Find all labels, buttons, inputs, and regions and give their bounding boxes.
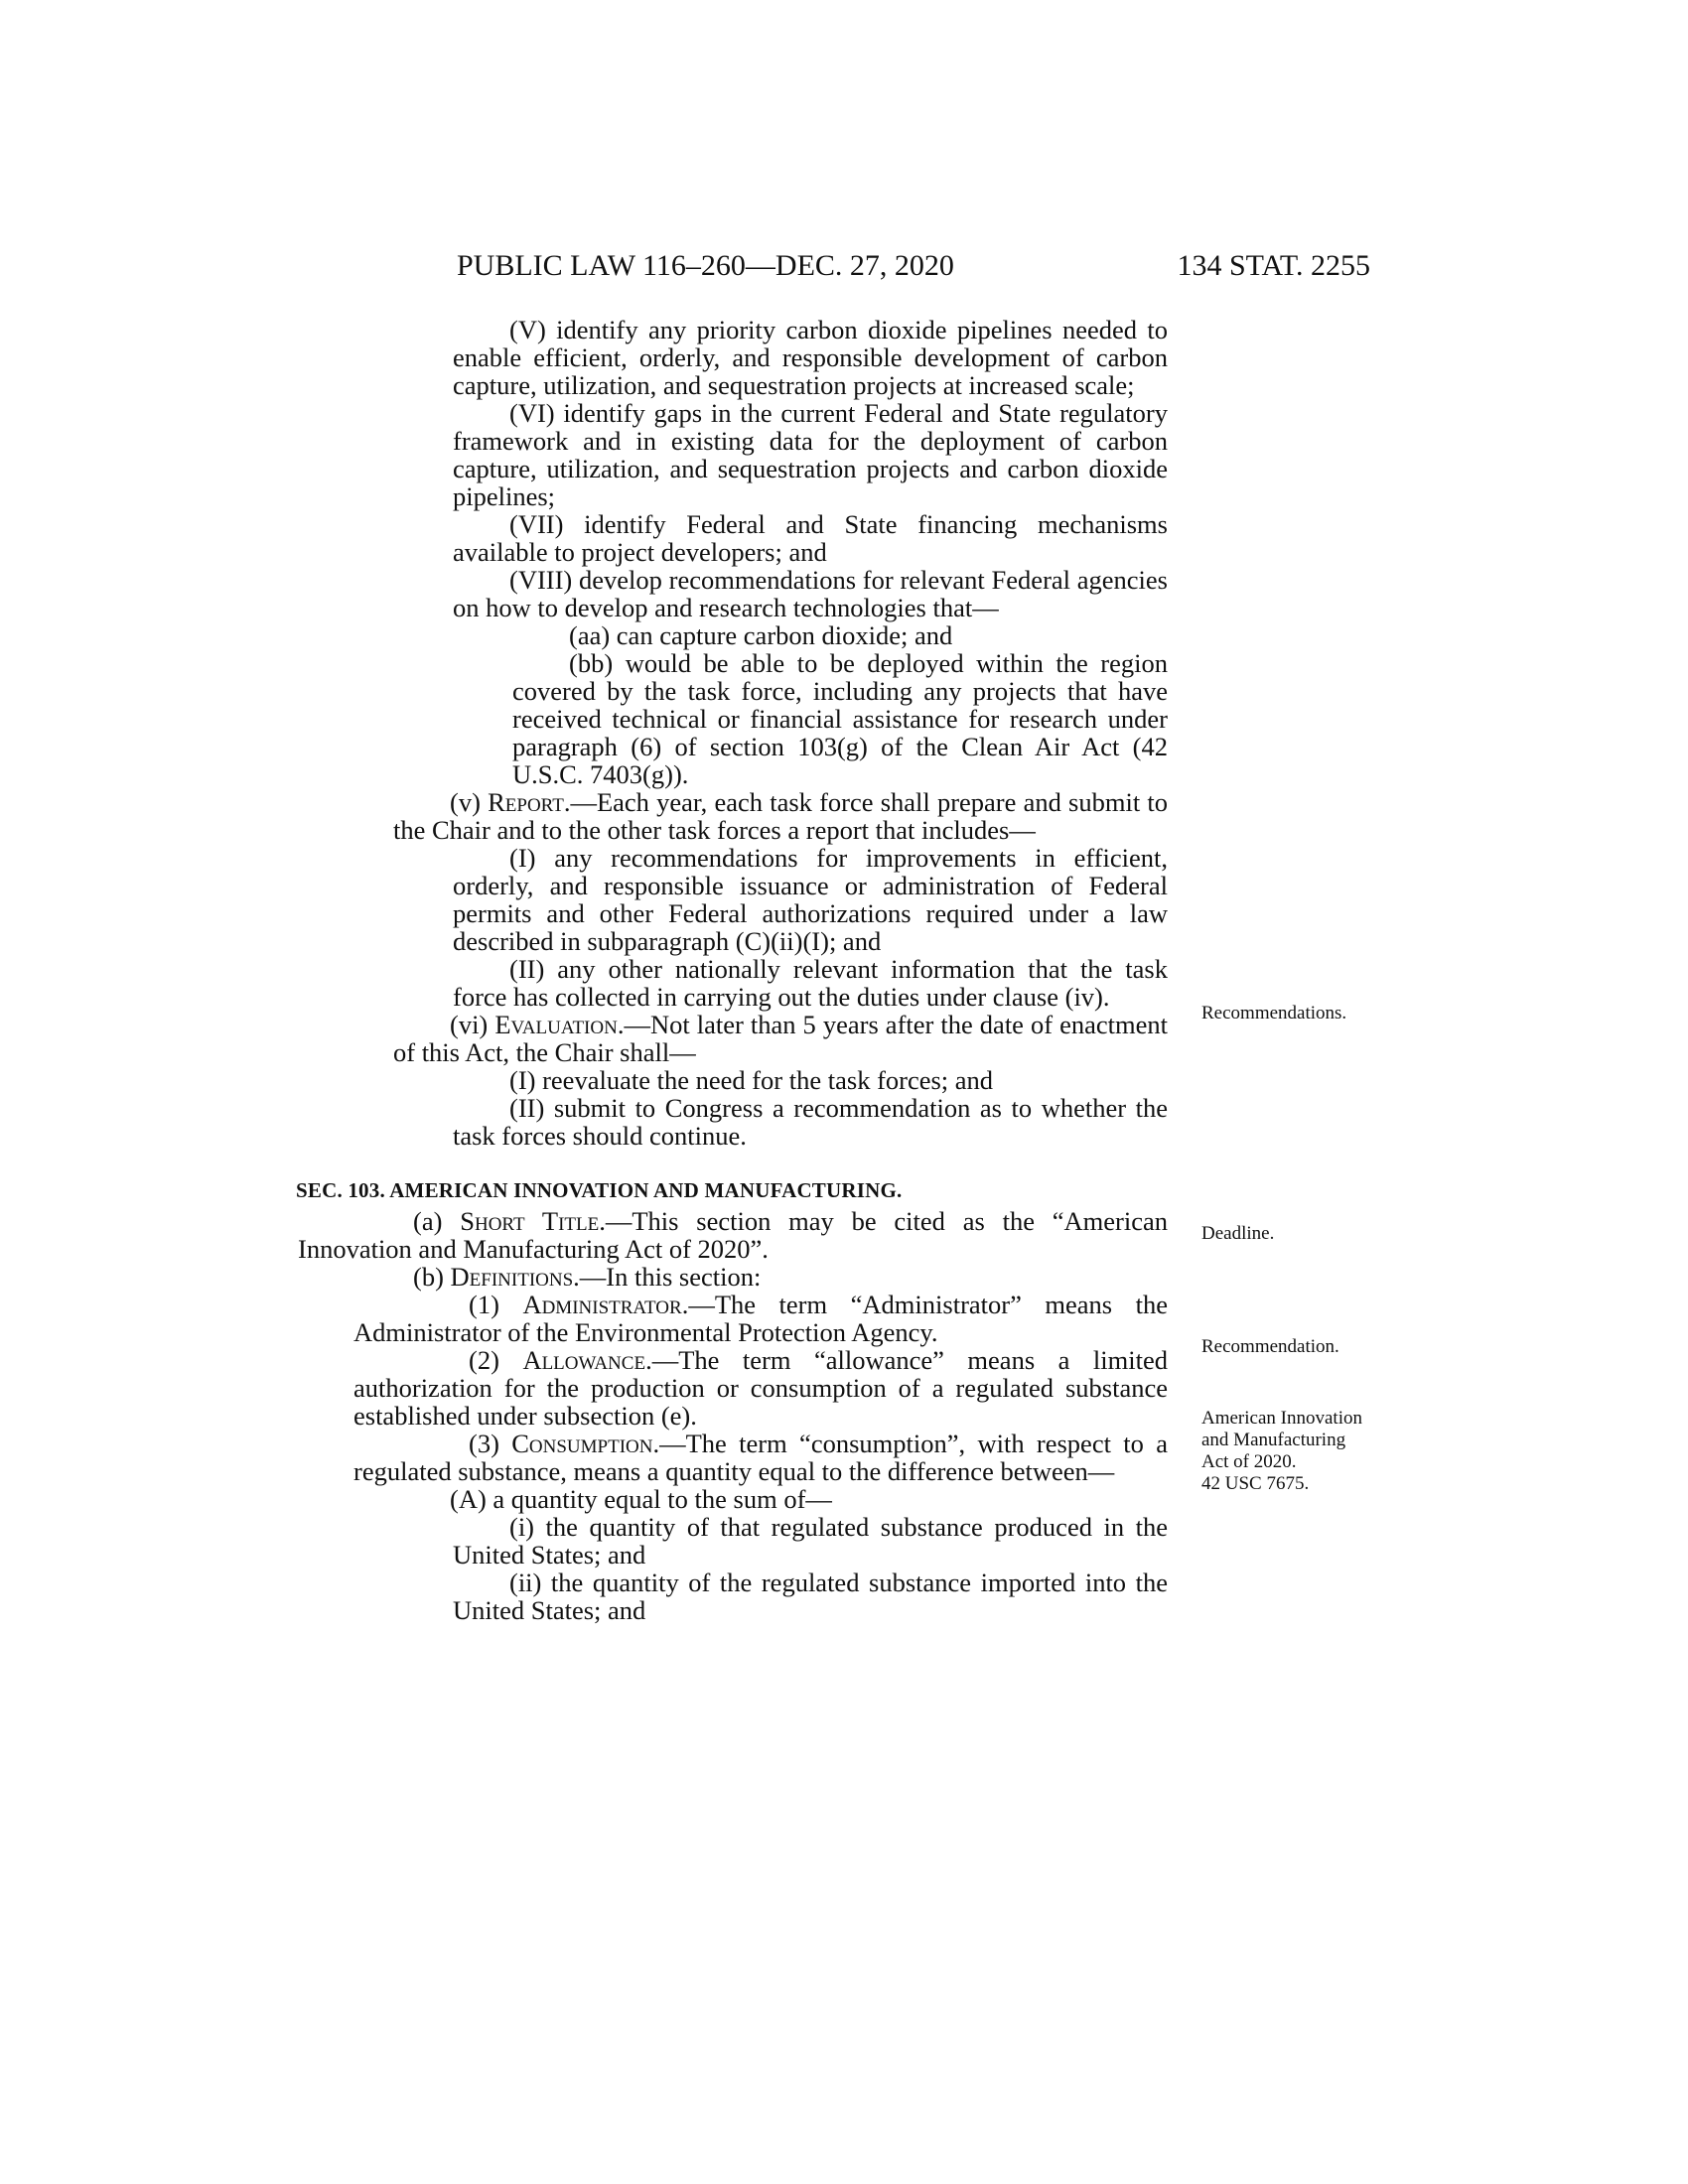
- page-header: [457, 246, 1370, 286]
- statute-text: [298, 316, 1168, 1624]
- subsection-number: (a): [413, 1206, 443, 1236]
- subsection-text: .—This section may be cited as the “American Innovation and Manufacturing Act of 2020”.: [298, 1206, 1169, 1264]
- clause-heading: Report: [488, 787, 564, 817]
- subsection-b: [298, 1263, 1168, 1291]
- definition-text: .—The term “allowance” means a limited authorization for the production or consumption of a regulated substance established under subsection (e).: [353, 1345, 1169, 1431]
- act-title-note: American Innovation and Manufacturing Act of 2020.: [1201, 1408, 1362, 1472]
- evaluation-item-ii: (II) submit to Congress a recommendation as to whether the task forces should continue.: [453, 1093, 1168, 1151]
- evaluation-item-i: (I) reevaluate the need for the task forces; and: [509, 1065, 994, 1095]
- clause-number: (v): [450, 787, 481, 817]
- clause-text: .—Each year, each task force shall prepare and submit to the Chair and to the other task forces a report that includes—: [393, 787, 1169, 845]
- clause-viii-roman: (VIII) develop recommendations for relevant Federal agencies on how to develop and research technologies that—: [453, 565, 1168, 622]
- definition-1: [298, 1291, 1168, 1346]
- definition-3: [298, 1430, 1168, 1485]
- subparagraph-A: (A) a quantity equal to the sum of—: [450, 1484, 832, 1514]
- clause-text: .—Not later than 5 years after the date of enactment of this Act, the Chair shall—: [393, 1010, 1169, 1067]
- section-heading: SEC. 103. AMERICAN INNOVATION AND MANUFACTURING.: [296, 1178, 903, 1202]
- subsection-text: .—In this section:: [573, 1262, 762, 1292]
- subsection-number: (b): [413, 1262, 444, 1292]
- definition-heading: Allowance: [522, 1345, 646, 1375]
- clause-number: (vi): [450, 1010, 489, 1039]
- clause-vi-roman: (VI) identify gaps in the current Federal and State regulatory framework and in existing data for the deployment of carbon capture, utilization, and sequestration projects and carbon dioxide pipelines;: [453, 398, 1168, 511]
- subsection-a: [298, 1207, 1168, 1263]
- definition-number: (2): [469, 1345, 499, 1375]
- margin-note-recommendation: Recommendation.: [1201, 1336, 1339, 1357]
- definition-number: (3): [469, 1429, 499, 1458]
- statute-page-number: 134 STAT. 2255: [1177, 249, 1370, 282]
- item-bb: (bb) would be able to be deployed within the region covered by the task force, including any projects that have received technical or financial assistance for research under paragraph (6) of section 103(g) of the Clean Air Act (42 U.S.C. 7403(g)).: [512, 648, 1168, 789]
- clause-A-ii: (ii) the quantity of the regulated substance imported into the United States; and: [453, 1568, 1168, 1625]
- subsection-heading: Definitions: [450, 1262, 574, 1292]
- definition-number: (1): [469, 1290, 499, 1319]
- clause-heading: Evaluation: [494, 1010, 618, 1039]
- clause-A-i: (i) the quantity of that regulated substance produced in the United States; and: [453, 1512, 1168, 1570]
- clause-v-roman: (V) identify any priority carbon dioxide pipelines needed to enable efficient, orderly, and responsible development of carbon capture, utilization, and sequestration projects at increased scale;: [453, 315, 1168, 400]
- definition-text: .—The term “consumption”, with respect to a regulated substance, means a quantity equal to the difference between—: [353, 1429, 1168, 1486]
- usc-citation-note: 42 USC 7675.: [1201, 1473, 1310, 1494]
- report-item-i: (I) any recommendations for improvements in efficient, orderly, and responsible issuance or administration of Federal permits and other Federal authorizations required under a law described in subparagraph (C)(ii)(I); and: [453, 843, 1168, 956]
- definition-heading: Administrator: [522, 1290, 682, 1319]
- subsection-heading: Short Title: [460, 1206, 600, 1236]
- margin-note-deadline: Deadline.: [1201, 1223, 1275, 1244]
- clause-vii-roman: (VII) identify Federal and State financing mechanisms available to project developers; and: [453, 509, 1168, 567]
- definition-2: [298, 1346, 1168, 1430]
- item-aa: (aa) can capture carbon dioxide; and: [569, 620, 953, 650]
- report-item-ii: (II) any other nationally relevant information that the task force has collected in carrying out the duties under clause (iv).: [453, 954, 1168, 1012]
- definition-text: .—The term “Administrator” means the Administrator of the Environmental Protection Agency.: [353, 1290, 1168, 1347]
- running-head: PUBLIC LAW 116–260—DEC. 27, 2020: [457, 249, 954, 282]
- clause-report: [298, 788, 1168, 844]
- margin-note-short-title: [1201, 1408, 1370, 1495]
- margin-note-recommendations: Recommendations.: [1201, 1003, 1347, 1024]
- clause-evaluation: [298, 1011, 1168, 1066]
- definition-heading: Consumption: [511, 1429, 653, 1458]
